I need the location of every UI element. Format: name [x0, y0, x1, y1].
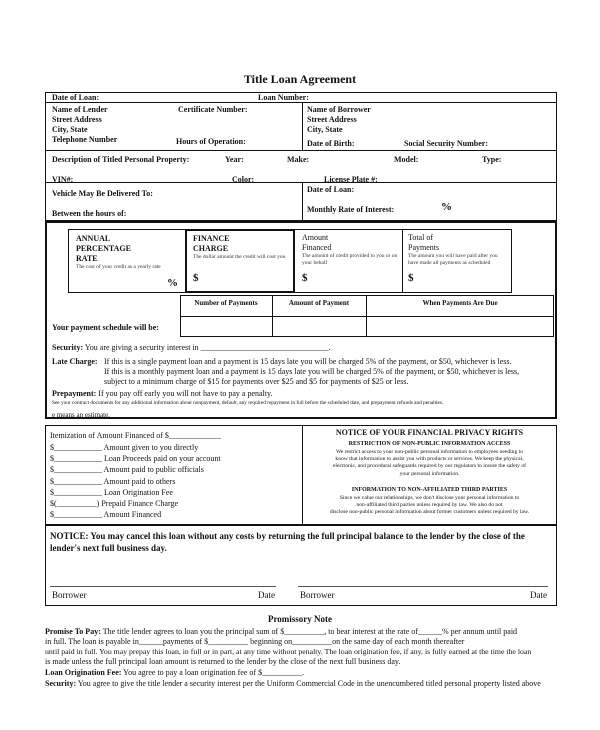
- itemization-row: $____________ Amount Financed: [50, 510, 162, 520]
- loan-number-label: Loan Number:: [258, 93, 309, 102]
- amount-financed-dollar: $: [302, 272, 308, 284]
- itemization-header: Itemization of Amount Financed of $_____________: [50, 431, 221, 440]
- model-label: Model:: [394, 155, 419, 164]
- total-payments-heading: Total of Payments: [408, 233, 440, 252]
- certificate-number-label: Certificate Number:: [178, 105, 248, 114]
- itemization-row: $(__________) Prepaid Finance Charge: [50, 499, 179, 509]
- total-payments-description: The amount you will have paid after you have made all payments as scheduled: [408, 253, 498, 266]
- total-payments-dollar: $: [408, 272, 414, 284]
- page-title: Title Loan Agreement: [243, 72, 357, 86]
- privacy-third-parties-body: Since we value our relationships, we don't disclose your personal information to non-affiliated third parties unless required by law. We also do not disclose non-public personal information about former customers unless required by law.: [329, 495, 530, 516]
- promise-to-pay-line-2: in full. The loan is payable in______payments of $__________ beginning on__________on the same day of each month thereafter: [45, 637, 465, 646]
- promissory-note-title: Promissory Note: [267, 614, 333, 624]
- apr-percent: %: [167, 277, 178, 289]
- color-label: Color:: [232, 175, 255, 184]
- monthly-rate-percent: %: [441, 201, 452, 213]
- itemization-row: $____________ Loan Origination Fee: [50, 487, 173, 497]
- date-of-birth-label: Date of Birth:: [307, 139, 355, 148]
- late-charge-single: If this is a single payment loan and a payment is 15 days late you will be charged 5% of the payment, or $50, whichever is less.: [104, 357, 512, 366]
- vin-label: VIN#:: [52, 175, 74, 184]
- security-line: Security: You are giving a security interest in ________________________________.: [52, 343, 331, 352]
- date-of-loan-2-label: Date of Loan:: [307, 185, 355, 194]
- col-number-of-payments: Number of Payments: [194, 299, 258, 307]
- estimate-note: e means an estimate.: [52, 411, 110, 419]
- borrower-signature-label-2: Borrower: [300, 590, 335, 600]
- privacy-restriction-body: We restrict access to your non-public personal information to employees needing to know that information to assist you with products or services. We keep the physical, electronic, and procedural safeguards required by our regulators to insure the safety of your personal information.: [332, 449, 527, 477]
- itemization-row: $____________ Amount paid to public officials: [50, 465, 204, 475]
- schedule-label: Your payment schedule will be:: [52, 323, 159, 332]
- late-charge-monthly: If this is a monthly payment loan and a payment is 15 days late you will be charged 5% of the payment, or $50, whichever is less,: [104, 367, 520, 376]
- privacy-subtitle-restriction: RESTRICTION OF NON-PUBLIC INFORMATION ACCESS: [348, 441, 511, 447]
- ssn-label: Social Security Number:: [404, 139, 488, 148]
- amount-financed-description: The amount of credit provided to you or on your behalf: [302, 253, 398, 266]
- itemization-row: $____________ Loan Proceeds paid on your account: [50, 454, 221, 464]
- finance-charge-description: The dollar amount the credit will cost you: [193, 254, 286, 260]
- apr-heading: ANNUAL PERCENTAGE RATE: [76, 234, 131, 263]
- late-charge-minimum: subject to a minimum charge of $15 for payments over $25 and $5 for payments of $25 or less.: [104, 377, 409, 386]
- cancellation-notice-text: NOTICE: You may cancel this loan without any costs by returning the full principal balance to the lender by the close of the lender's next full business day.: [50, 531, 525, 553]
- apr-description: The cost of your credit as a yearly rate: [76, 264, 161, 270]
- finance-charge-heading: FINANCE CHARGE: [193, 234, 230, 253]
- promise-to-pay-line-4: is made unless the full principal loan amount is returned to the lender by the close of the next full business day.: [45, 657, 401, 666]
- itemization-row: $____________ Amount given to you directly: [50, 443, 199, 452]
- contract-documents-note: See your contract documents for any additional information about nonpayment, default, any required repayment in full before the scheduled date, and prepayment refunds and penalties.: [52, 400, 444, 406]
- date-signature-label-1: Date: [258, 590, 275, 600]
- privacy-subtitle-third-parties: INFORMATION TO NON-AFFILIATED THIRD PARTIES: [351, 487, 508, 493]
- late-charge-label: Late Charge:: [52, 357, 98, 366]
- borrower-info: Name of Borrower Street Address City, State: [307, 105, 371, 134]
- hours-of-operation-label: Hours of Operation:: [176, 137, 246, 146]
- privacy-title: NOTICE OF YOUR FINANCIAL PRIVACY RIGHTS: [335, 428, 524, 437]
- promise-to-pay-line-1: Promise To Pay: The title lender agrees to loan you the principal sum of $__________, to bear interest at the rate of______% per annum until paid: [45, 627, 518, 636]
- lender-info: Name of Lender Street Address City, State Telephone Number: [52, 105, 118, 144]
- origination-fee-line: Loan Origination Fee: You agree to pay a loan origination fee of $__________.: [45, 668, 305, 677]
- borrower-signature-label-1: Borrower: [52, 590, 87, 600]
- property-description-label: Description of Titled Personal Property:: [52, 155, 190, 164]
- license-plate-label: License Plate #:: [324, 175, 378, 184]
- itemization-list: [50, 442, 221, 520]
- itemization-row: $____________ Amount paid to others: [50, 476, 176, 486]
- date-signature-label-2: Date: [530, 590, 547, 600]
- col-amount-of-payment: Amount of Payment: [288, 299, 350, 307]
- delivered-to-label: Vehicle May Be Delivered To:: [52, 189, 153, 198]
- year-label: Year:: [225, 155, 244, 164]
- date-of-loan-label: Date of Loan:: [52, 93, 100, 102]
- between-hours-label: Between the hours of:: [52, 209, 127, 218]
- amount-financed-heading: Amount Financed: [302, 233, 332, 252]
- monthly-rate-label: Monthly Rate of Interest:: [307, 205, 395, 214]
- finance-charge-dollar: $: [193, 272, 199, 284]
- promissory-security-line: Security: You agree to give the title lender a security interest per the Uniform Commercial Code in the unencumbered titled personal property listed above: [45, 679, 541, 688]
- prepayment-line: Prepayment: If you pay off early you will not have to pay a penalty.: [52, 389, 273, 398]
- promise-to-pay-line-3: until paid in full. You may prepay this loan, in full or in part, at any time without penalty. The loan origination fee, if any, is fully earned at the time the loan: [45, 647, 532, 656]
- type-label: Type:: [482, 155, 502, 164]
- make-label: Make:: [287, 155, 310, 164]
- col-when-payments-due: When Payments Are Due: [422, 299, 498, 307]
